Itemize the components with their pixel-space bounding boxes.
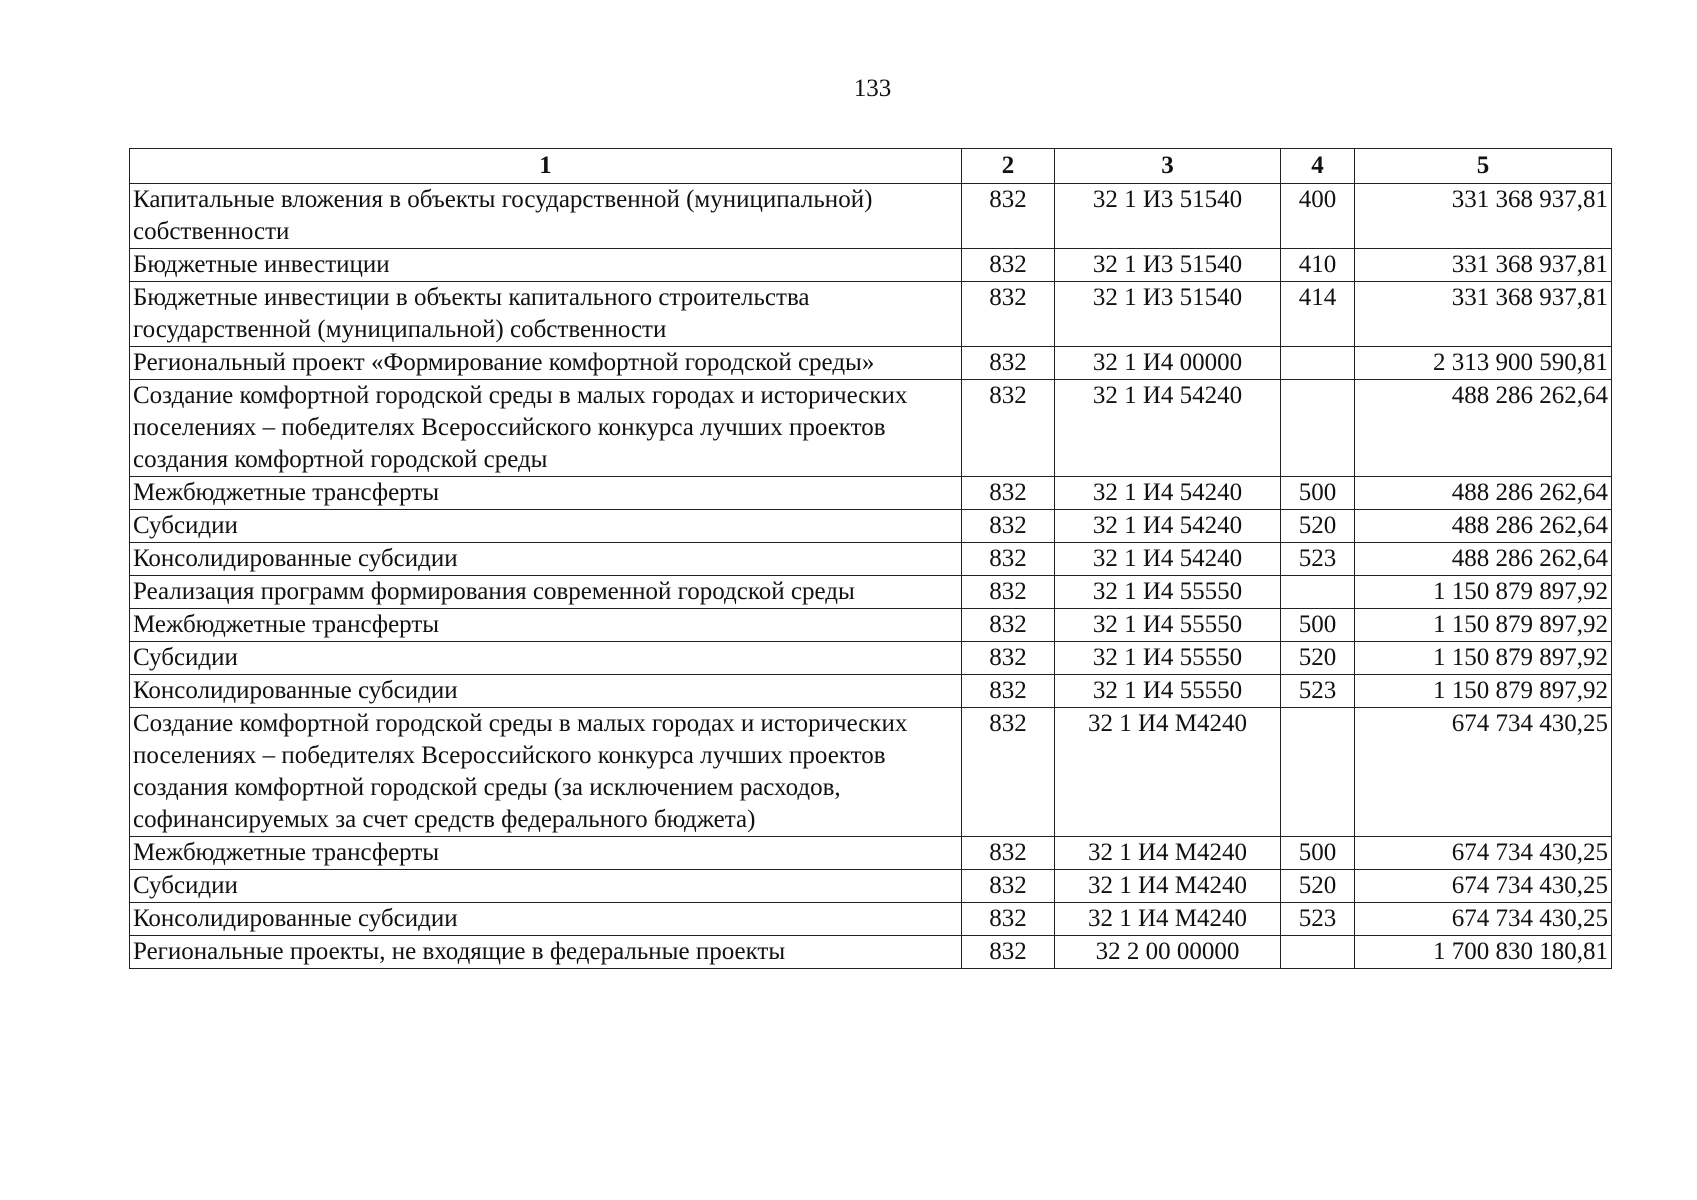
amount-cell: 488 286 262,64	[1355, 543, 1612, 576]
expense-type-cell: 523	[1281, 903, 1355, 936]
ministry-code-cell: 832	[962, 708, 1055, 837]
expense-type-cell	[1281, 380, 1355, 477]
target-article-cell: 32 1 И4 55550	[1055, 576, 1281, 609]
amount-cell: 2 313 900 590,81	[1355, 347, 1612, 380]
table-row	[130, 609, 1612, 642]
target-article-cell: 32 1 И4 55550	[1055, 642, 1281, 675]
amount-cell: 1 150 879 897,92	[1355, 642, 1612, 675]
ministry-code-cell: 832	[962, 675, 1055, 708]
column-header-5: 5	[1355, 149, 1612, 184]
ministry-code-cell: 832	[962, 609, 1055, 642]
table-row	[130, 543, 1612, 576]
item-name-cell: Консолидированные субсидии	[130, 543, 962, 576]
ministry-code-cell: 832	[962, 380, 1055, 477]
ministry-code-cell: 832	[962, 249, 1055, 282]
column-header-3: 3	[1055, 149, 1281, 184]
amount-cell: 1 150 879 897,92	[1355, 675, 1612, 708]
item-name-cell: Бюджетные инвестиции	[130, 249, 962, 282]
expense-type-cell: 523	[1281, 675, 1355, 708]
target-article-cell: 32 1 И4 М4240	[1055, 708, 1281, 837]
target-article-cell: 32 1 И4 55550	[1055, 609, 1281, 642]
ministry-code-cell: 832	[962, 477, 1055, 510]
item-name-cell: Межбюджетные трансферты	[130, 477, 962, 510]
target-article-cell: 32 1 И3 51540	[1055, 282, 1281, 347]
budget-table	[129, 148, 1612, 969]
item-name-cell: Региональные проекты, не входящие в федеральные проекты	[130, 936, 962, 969]
amount-cell: 674 734 430,25	[1355, 870, 1612, 903]
table-row	[130, 642, 1612, 675]
ministry-code-cell: 832	[962, 543, 1055, 576]
expense-type-cell: 500	[1281, 837, 1355, 870]
item-name-cell: Региональный проект «Формирование комфортной городской среды»	[130, 347, 962, 380]
table-row	[130, 936, 1612, 969]
ministry-code-cell: 832	[962, 576, 1055, 609]
expense-type-cell: 410	[1281, 249, 1355, 282]
table-row	[130, 510, 1612, 543]
expense-type-cell: 520	[1281, 870, 1355, 903]
expense-type-cell: 523	[1281, 543, 1355, 576]
item-name-cell: Межбюджетные трансферты	[130, 609, 962, 642]
item-name-cell: Создание комфортной городской среды в малых городах и исторических поселениях – победителях Всероссийского конкурса лучших проектов создания комфортной городской среды	[130, 380, 962, 477]
target-article-cell: 32 1 И4 00000	[1055, 347, 1281, 380]
expense-type-cell	[1281, 347, 1355, 380]
table-row	[130, 576, 1612, 609]
column-header-1: 1	[130, 149, 962, 184]
item-name-cell: Межбюджетные трансферты	[130, 837, 962, 870]
amount-cell: 488 286 262,64	[1355, 380, 1612, 477]
target-article-cell: 32 1 И4 М4240	[1055, 903, 1281, 936]
table-row	[130, 380, 1612, 477]
ministry-code-cell: 832	[962, 510, 1055, 543]
item-name-cell: Капитальные вложения в объекты государственной (муниципальной) собственности	[130, 184, 962, 249]
amount-cell: 674 734 430,25	[1355, 837, 1612, 870]
item-name-cell: Субсидии	[130, 870, 962, 903]
expense-type-cell: 400	[1281, 184, 1355, 249]
target-article-cell: 32 1 И3 51540	[1055, 249, 1281, 282]
expense-type-cell: 520	[1281, 642, 1355, 675]
table-row	[130, 249, 1612, 282]
expense-type-cell: 500	[1281, 477, 1355, 510]
expense-type-cell	[1281, 708, 1355, 837]
page-number: 133	[853, 75, 892, 102]
ministry-code-cell: 832	[962, 870, 1055, 903]
target-article-cell: 32 1 И3 51540	[1055, 184, 1281, 249]
ministry-code-cell: 832	[962, 903, 1055, 936]
amount-cell: 488 286 262,64	[1355, 477, 1612, 510]
ministry-code-cell: 832	[962, 837, 1055, 870]
table-row	[130, 870, 1612, 903]
amount-cell: 331 368 937,81	[1355, 282, 1612, 347]
item-name-cell: Создание комфортной городской среды в малых городах и исторических поселениях – победителях Всероссийского конкурса лучших проектов создания комфортной городской среды (за исключением расходов, софинансируемых за счет средств федерального бюджета)	[130, 708, 962, 837]
amount-cell: 1 150 879 897,92	[1355, 576, 1612, 609]
table-row	[130, 184, 1612, 249]
item-name-cell: Консолидированные субсидии	[130, 675, 962, 708]
amount-cell: 331 368 937,81	[1355, 249, 1612, 282]
ministry-code-cell: 832	[962, 347, 1055, 380]
amount-cell: 331 368 937,81	[1355, 184, 1612, 249]
expense-type-cell: 520	[1281, 510, 1355, 543]
item-name-cell: Консолидированные субсидии	[130, 903, 962, 936]
table-row	[130, 903, 1612, 936]
table-row	[130, 708, 1612, 837]
target-article-cell: 32 1 И4 54240	[1055, 510, 1281, 543]
target-article-cell: 32 1 И4 54240	[1055, 477, 1281, 510]
target-article-cell: 32 1 И4 55550	[1055, 675, 1281, 708]
ministry-code-cell: 832	[962, 642, 1055, 675]
expense-type-cell: 500	[1281, 609, 1355, 642]
target-article-cell: 32 1 И4 54240	[1055, 543, 1281, 576]
amount-cell: 1 700 830 180,81	[1355, 936, 1612, 969]
table-header-row	[130, 149, 1612, 184]
column-header-2: 2	[962, 149, 1055, 184]
item-name-cell: Субсидии	[130, 642, 962, 675]
amount-cell: 674 734 430,25	[1355, 708, 1612, 837]
expense-type-cell	[1281, 936, 1355, 969]
expense-type-cell	[1281, 576, 1355, 609]
item-name-cell: Субсидии	[130, 510, 962, 543]
target-article-cell: 32 2 00 00000	[1055, 936, 1281, 969]
table-row	[130, 837, 1612, 870]
column-header-4: 4	[1281, 149, 1355, 184]
amount-cell: 488 286 262,64	[1355, 510, 1612, 543]
ministry-code-cell: 832	[962, 184, 1055, 249]
item-name-cell: Бюджетные инвестиции в объекты капитального строительства государственной (муниципальной) собственности	[130, 282, 962, 347]
table-row	[130, 675, 1612, 708]
table-row	[130, 347, 1612, 380]
target-article-cell: 32 1 И4 М4240	[1055, 837, 1281, 870]
amount-cell: 674 734 430,25	[1355, 903, 1612, 936]
table-row	[130, 282, 1612, 347]
target-article-cell: 32 1 И4 М4240	[1055, 870, 1281, 903]
target-article-cell: 32 1 И4 54240	[1055, 380, 1281, 477]
expense-type-cell: 414	[1281, 282, 1355, 347]
item-name-cell: Реализация программ формирования современной городской среды	[130, 576, 962, 609]
table-row	[130, 477, 1612, 510]
ministry-code-cell: 832	[962, 282, 1055, 347]
amount-cell: 1 150 879 897,92	[1355, 609, 1612, 642]
ministry-code-cell: 832	[962, 936, 1055, 969]
